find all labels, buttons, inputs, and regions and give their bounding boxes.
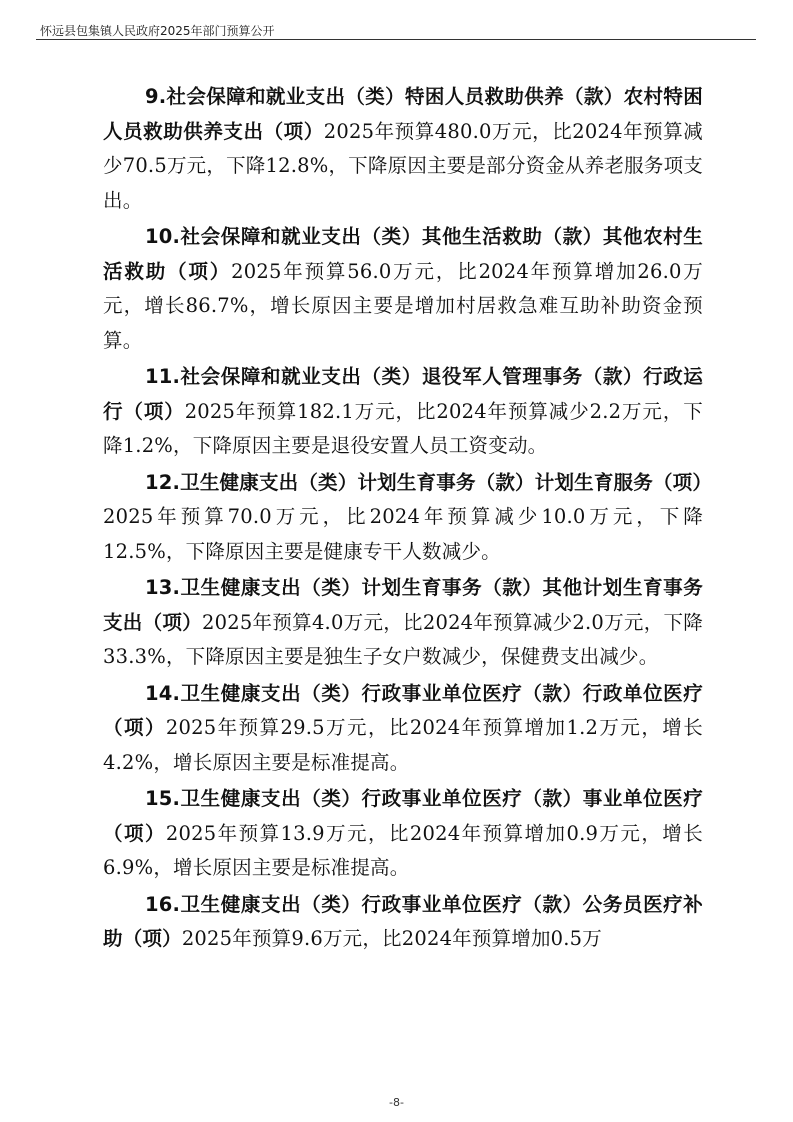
paragraph-text: 2025年预算182.1万元，比2024年预算减少2.2万元，下降1.2%，下降原因主要是退役安置人员工资变动。	[103, 399, 703, 457]
paragraph-text: 2025年预算29.5万元，比2024年预算增加1.2万元，增长4.2%，增长原因主要是标准提高。	[103, 716, 703, 774]
paragraph-11	[103, 360, 703, 464]
header-rule	[36, 39, 756, 40]
paragraph-heading: 9.社会保障和就业支出（类）特困人员救助供养（款）农村特困人员救助供养支出（项）	[103, 85, 703, 143]
paragraph-heading: 14.卫生健康支出（类）行政事业单位医疗（款）行政单位医疗（项）	[103, 681, 703, 739]
paragraph-heading: 12.卫生健康支出（类）计划生育事务（款）计划生育服务（项）	[145, 470, 713, 494]
page-header	[36, 6, 756, 40]
paragraph-text: 2025年预算480.0万元，比2024年预算减少70.5万元，下降12.8%，下降原因主要是部分资金从养老服务项支出。	[103, 119, 703, 212]
paragraph-15	[103, 782, 703, 886]
paragraph-text: 2025年预算4.0万元，比2024年预算减少2.0万元，下降33.3%，下降原因主要是独生子女户数减少，保健费支出减少。	[103, 610, 703, 668]
paragraph-heading: 10.社会保障和就业支出（类）其他生活救助（款）其他农村生活救助（项）	[103, 225, 703, 283]
paragraph-heading: 16.卫生健康支出（类）行政事业单位医疗（款）公务员医疗补助（项）	[103, 892, 703, 950]
paragraph-14	[103, 677, 703, 781]
paragraph-text: 2025年预算9.6万元，比2024年预算增加0.5万	[181, 927, 602, 950]
paragraph-text: 2025年预算13.9万元，比2024年预算增加0.9万元，增长6.9%，增长原因主要是标准提高。	[103, 821, 703, 879]
paragraph-12	[103, 466, 713, 570]
paragraph-heading: 13.卫生健康支出（类）计划生育事务（款）其他计划生育事务支出（项）	[103, 576, 703, 634]
paragraph-heading: 11.社会保障和就业支出（类）退役军人管理事务（款）行政运行（项）	[103, 365, 703, 423]
paragraph-heading: 15.卫生健康支出（类）行政事业单位医疗（款）事业单位医疗（项）	[103, 787, 703, 845]
page-number: -8-	[389, 1096, 404, 1109]
header-title: 怀远县包集镇人民政府2025年部门预算公开	[40, 24, 275, 38]
paragraph-9	[103, 80, 703, 218]
paragraph-16	[103, 888, 703, 957]
paragraph-text: 2025年预算70.0万元，比2024年预算减少10.0万元，下降12.5%，下降原因主要是健康专干人数减少。	[103, 505, 703, 563]
document-body	[103, 80, 713, 959]
paragraph-13	[103, 571, 703, 675]
paragraph-text: 2025年预算56.0万元，比2024年预算增加26.0万元，增长86.7%，增长原因主要是增加村居救急难互助补助资金预算。	[103, 259, 704, 352]
paragraph-10	[103, 220, 703, 358]
